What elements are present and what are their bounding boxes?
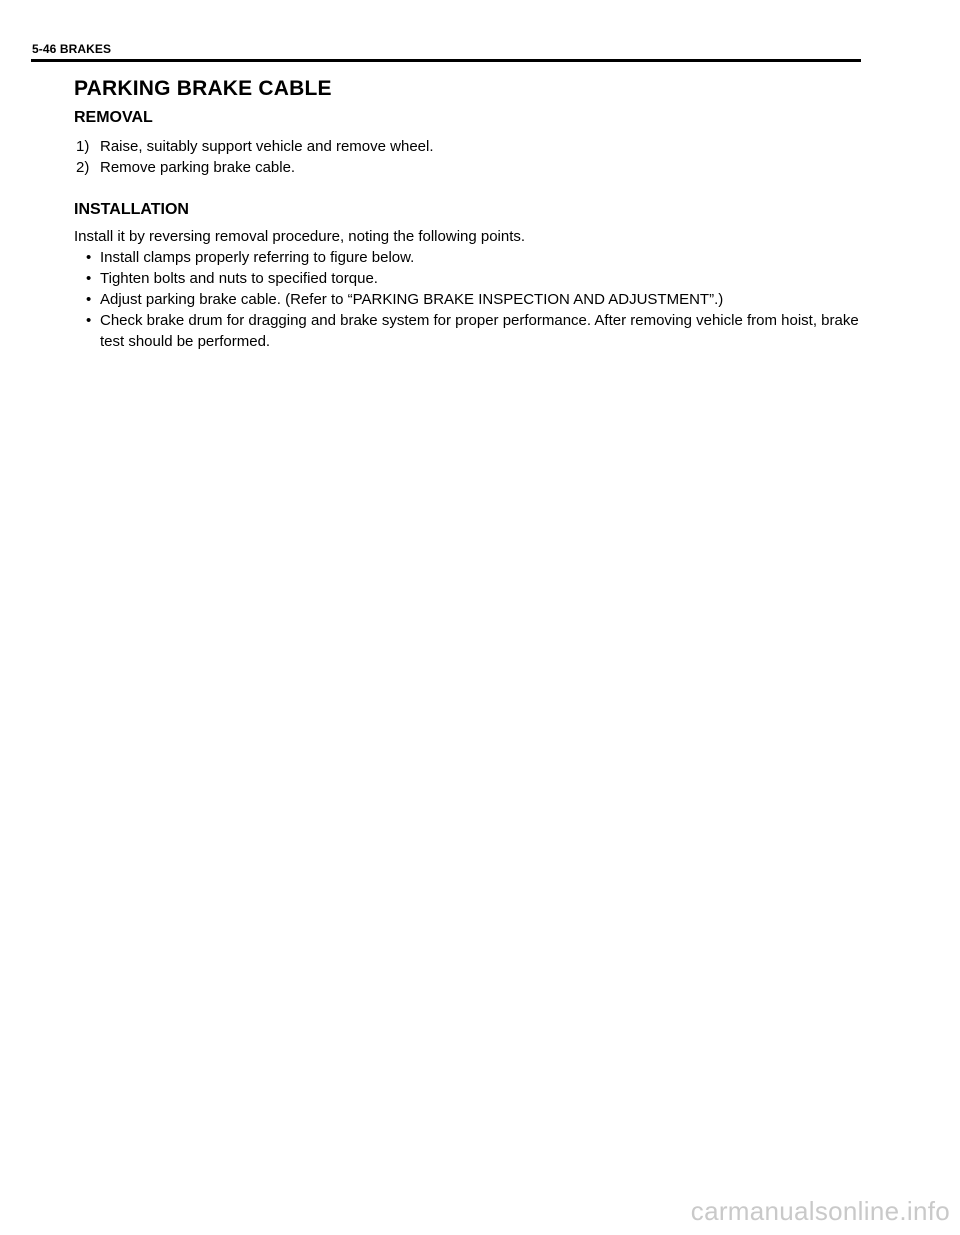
running-head: 5-46 BRAKES (32, 42, 112, 56)
header-rule (31, 59, 861, 62)
removal-heading: REMOVAL (74, 109, 153, 126)
installation-point (86, 247, 866, 268)
installation-intro: Install it by reversing removal procedure, noting the following points. (74, 228, 526, 245)
removal-step (76, 157, 434, 178)
watermark: carmanualsonline.info (690, 1196, 950, 1226)
removal-steps (76, 136, 434, 178)
step-text: Remove parking brake cable. (100, 159, 296, 176)
step-number: 1) (76, 138, 90, 155)
installation-point (86, 268, 866, 289)
bullet-icon: • (86, 249, 92, 266)
point-text: Install clamps properly referring to figure below. (100, 249, 415, 266)
bullet-icon: • (86, 270, 92, 287)
installation-point (86, 289, 866, 310)
step-number: 2) (76, 159, 90, 176)
point-text: Tighten bolts and nuts to specified torque. (100, 270, 378, 287)
point-text: Check brake drum for dragging and brake system for proper performance. After removing vehicle from hoist, brake test should be performed. (100, 312, 859, 350)
bullet-icon: • (86, 291, 92, 308)
step-text: Raise, suitably support vehicle and remove wheel. (100, 138, 434, 155)
installation-points (86, 247, 866, 352)
installation-heading: INSTALLATION (74, 201, 189, 218)
installation-point (86, 310, 866, 352)
bullet-icon: • (86, 312, 92, 329)
point-text: Adjust parking brake cable. (Refer to “PARKING BRAKE INSPECTION AND ADJUSTMENT”.) (100, 291, 724, 308)
section-title: PARKING BRAKE CABLE (74, 77, 332, 100)
removal-step (76, 136, 434, 157)
